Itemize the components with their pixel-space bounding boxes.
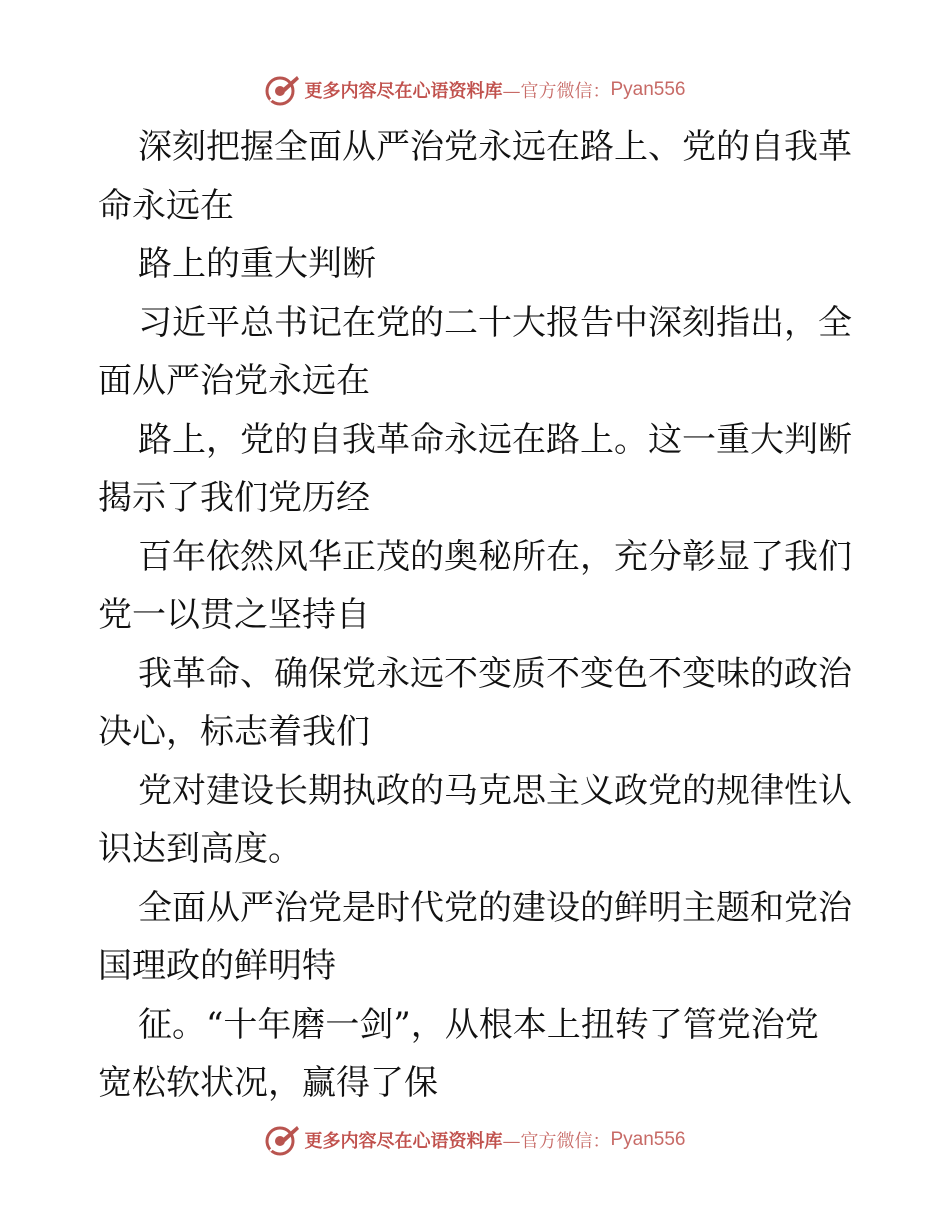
text-line: 党对建设长期执政的马克思主义政党的规律性认 [138, 770, 852, 811]
text-line: 路上的重大判断 [138, 244, 376, 284]
footer-banner [0, 1122, 950, 1158]
banner-account-text: Pyan556 [610, 1129, 686, 1150]
text-line: 习近平总书记在党的二十大报告中深刻指出，全 [138, 302, 852, 343]
pen-logo-icon [264, 73, 300, 107]
banner-rest-text: —官方微信： [502, 1131, 611, 1152]
text-line: 深刻把握全面从严治党永远在路上、党的自我革 [138, 127, 852, 167]
text-line: 我革命、确保党永远不变质不变色不变味的政治 [138, 653, 852, 694]
text-line: 百年依然风华正茂的奥秘所在，充分彰显了我们 [138, 536, 852, 577]
document-body [98, 118, 858, 1113]
text-line: 决心，标志着我们 [98, 712, 370, 752]
banner-lead-text: 更多内容尽在心语资料库 [304, 81, 503, 102]
text-line: 揭示了我们党历经 [98, 478, 370, 518]
banner-lead-text: 更多内容尽在心语资料库 [304, 1131, 503, 1152]
text-line: 国理政的鲜明特 [98, 946, 336, 986]
text-line: 路上，党的自我革命永远在路上。这一重大判断 [138, 419, 852, 460]
pen-logo-icon [264, 1123, 300, 1157]
text-line: 命永远在 [98, 185, 234, 226]
text-line: 识达到高度。 [98, 829, 302, 869]
text-line: 全面从严治党是时代党的建设的鲜明主题和党治 [138, 887, 852, 928]
text-line: 征。“十年磨一剑”，从根本上扭转了管党治党 [138, 1004, 819, 1045]
text-line: 党一以贯之坚持自 [98, 595, 370, 635]
banner-account-text: Pyan556 [610, 79, 686, 100]
text-line: 宽松软状况，赢得了保 [98, 1063, 438, 1103]
banner-rest-text: —官方微信： [502, 81, 611, 102]
text-line: 面从严治党永远在 [98, 361, 370, 401]
header-banner [0, 72, 950, 108]
